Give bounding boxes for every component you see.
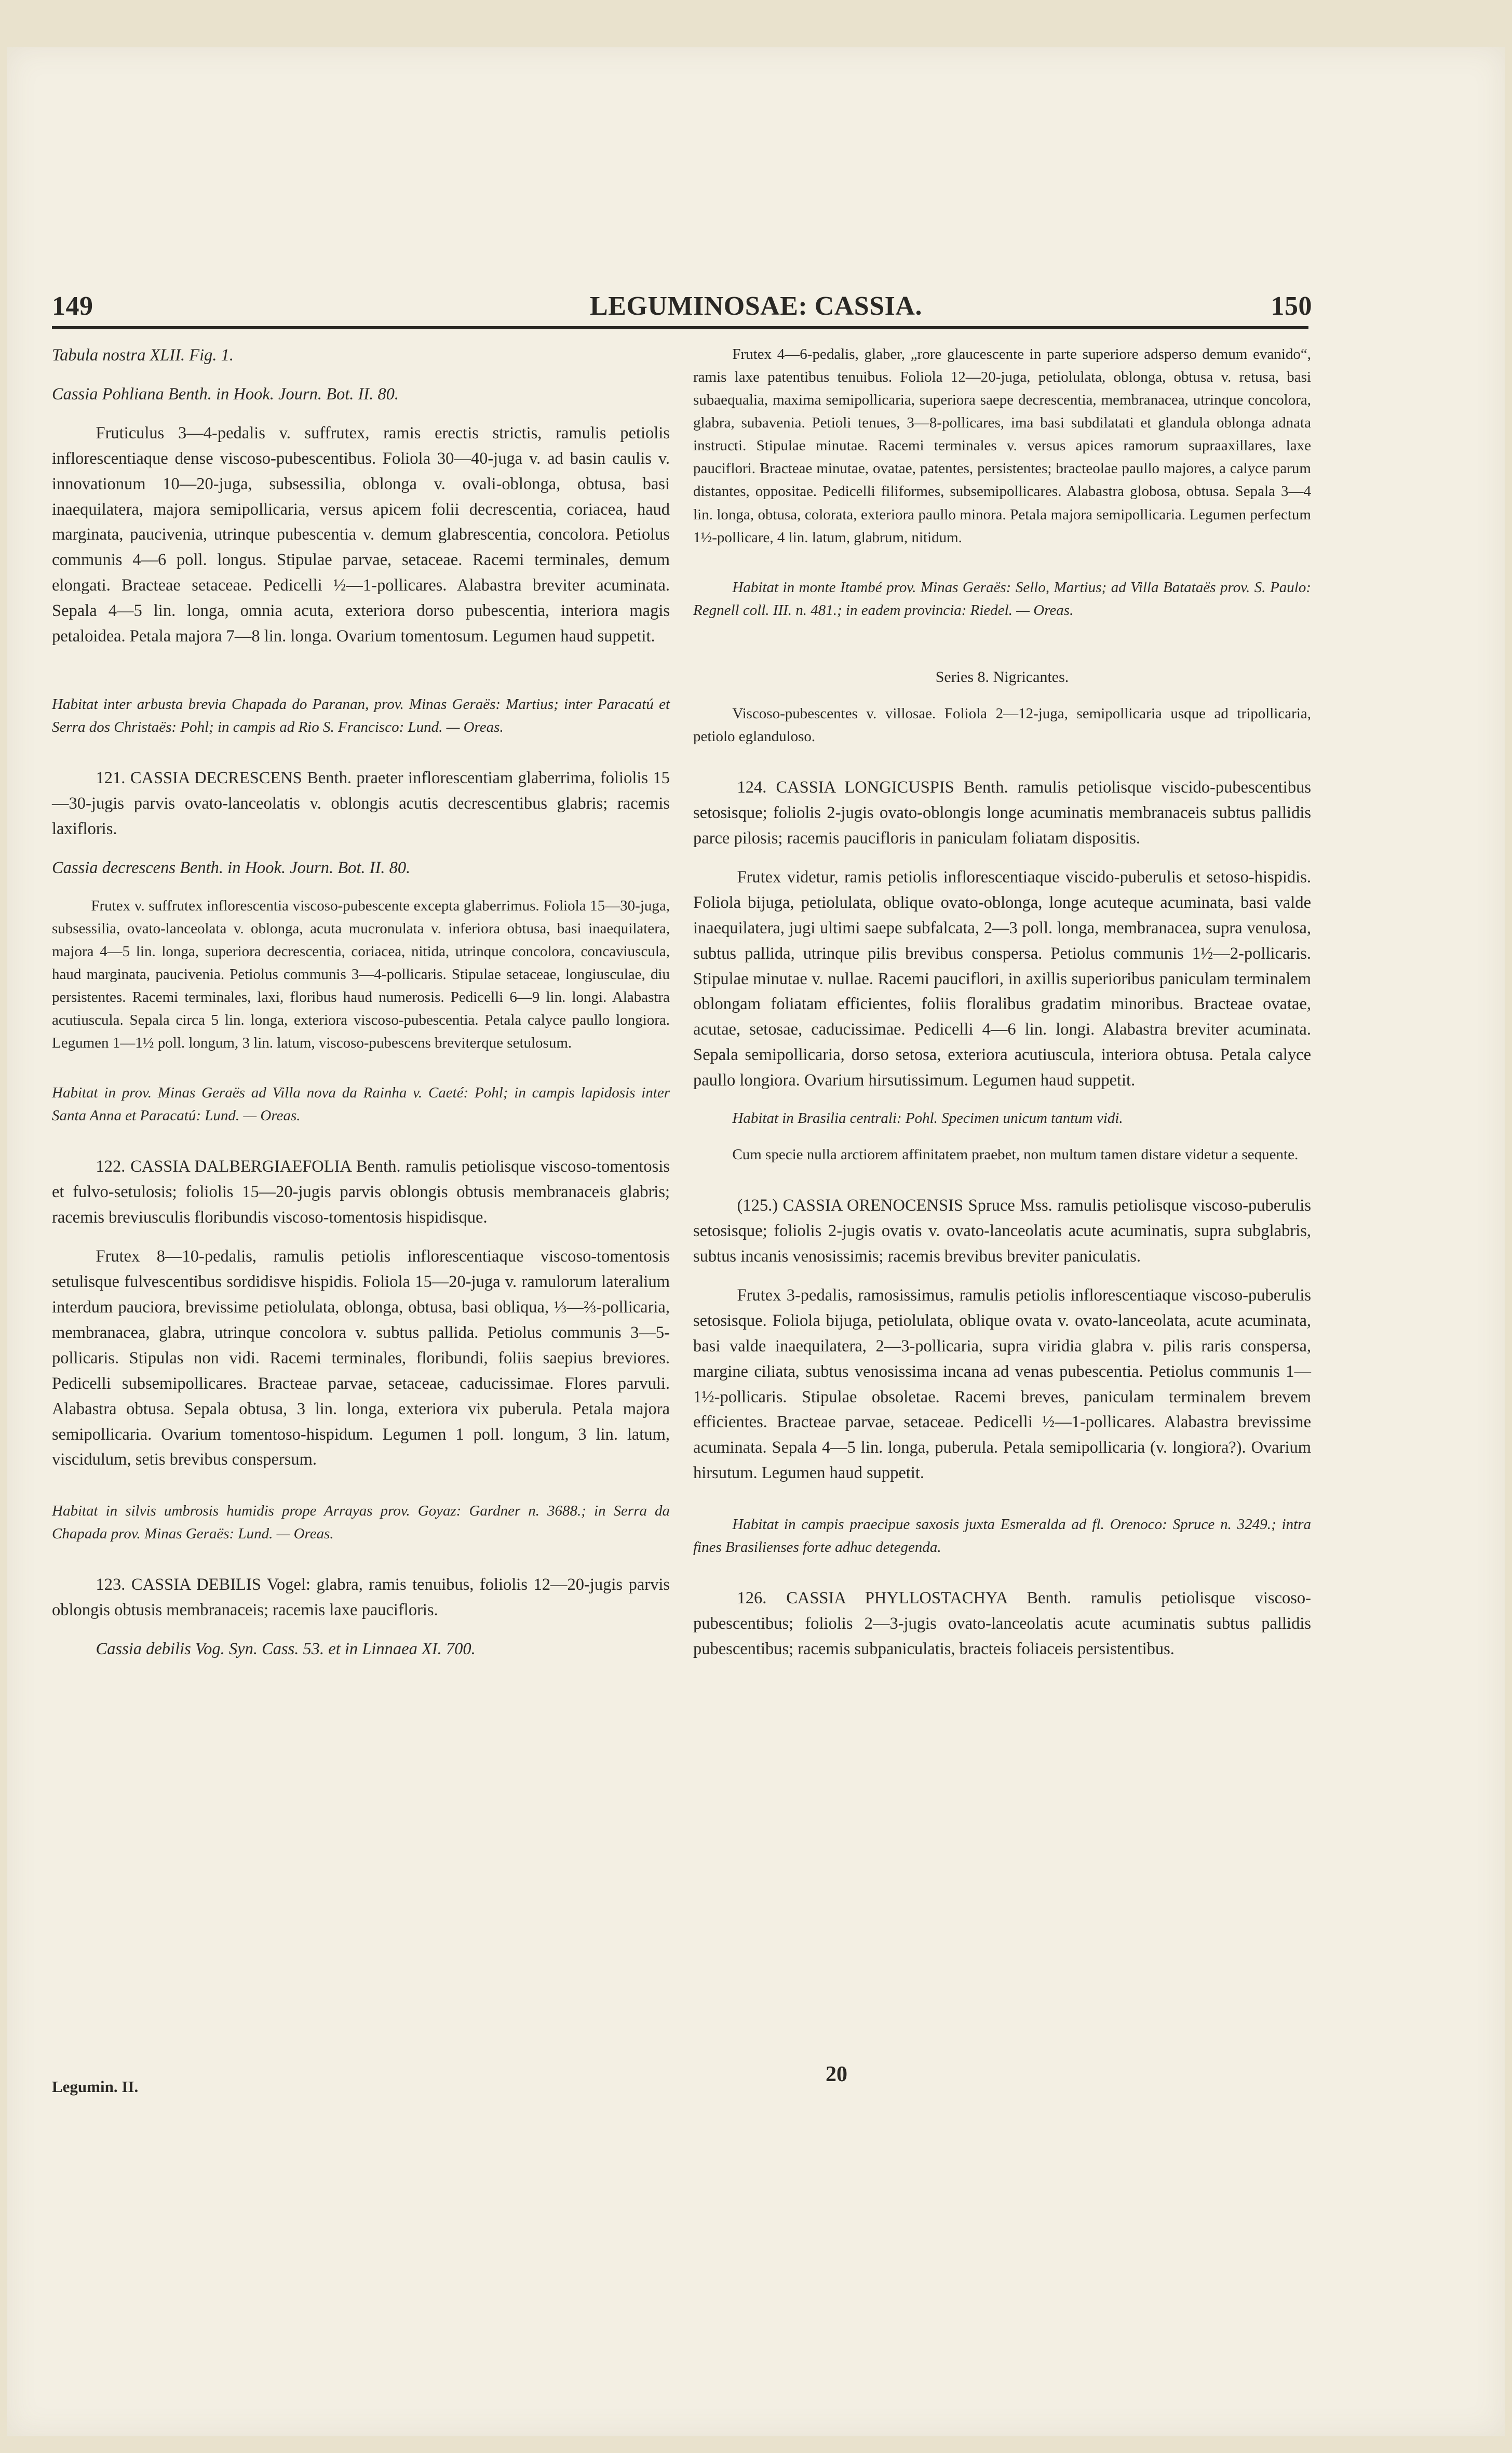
habitat-note: Habitat in silvis umbrosis humidis prope Arrayas prov. Goyaz: Gardner n. 3688.; in Serra da Chapada prov. Minas Geraës: Lund. — Oreas. [52,1503,670,1543]
species-description: Frutex 3-pedalis, ramosissimus, ramulis petiolis inflorescentiaque viscoso-puberulis setosisque. Foliola bijuga, petiolulata, oblique ovata v. ovato-lanceolata, acute acuminata, basi valde inaequilatera, 2—3-pollicaria, supra viridia glabra v. pilis raris conspersa, margine ciliata, subtus venosissima incana ad venas pubescentia. Petiolus communis 1—1½-pollicaris. Stipulae obsoletae. Racemi breves, paniculam terminalem brevem efficientes. Bracteae parvae, setaceae. Pedicelli ½—1-pollicares. Alabastra brevissime acuminata. Sepala 4—5 lin. longa, puberula. Petala semipollicaria (v. longiora?). Ovarium hirsutum. Legumen haud suppetit. [693,1285,1311,1483]
synonym-citation: Cassia Pohliana Benth. in Hook. Journ. Bot. II. 80. [52,384,399,404]
series-description: Viscoso-pubescentes v. villosae. Foliola 2—12-juga, semipollicaria usque ad tripollicaria, petiolo eglanduloso. [693,705,1311,745]
habitat-note: Habitat in Brasilia centrali: Pohl. Specimen unicum tantum vidi. [732,1110,1123,1127]
right-column [693,343,1311,1662]
species-diagnosis: 124. CASSIA LONGICUSPIS Benth. ramulis petiolisque viscido-pubescentibus setosisque; foliolis 2-jugis ovato-oblongis longe acuminatis membranaceis subtus pallidis parce pilosis; racemis paucifloris in paniculam foliatam dispositis. [693,778,1311,848]
species-description: Frutex 8—10-pedalis, ramulis petiolis inflorescentiaque viscoso-tomentosis setulisque fulvescentibus sordidisve hispidis. Foliola 15—20-juga v. ramulorum lateralium interdum pauciora, brevissime petiolulata, oblonga, obtusa, basi obliqua, ⅓—⅔-pollicaria, membranacea, glabra, utrinque concolora v. subtus pallida. Petiolus communis 3—5-pollicaris. Stipulas non vidi. Racemi terminales, floribundi, foliis saepius breviores. Pedicelli subsemipollicares. Bracteae parvae, setaceae, caducissimae. Flores parvuli. Alabastra obtusa. Sepala obtusa, 3 lin. longa, exteriora vix puberula. Petala majora semipollicaria. Ovarium tomentoso-hispidum. Legumen 1 poll. longum, 3 lin. latum, viscidulum, setis brevibus conspersum. [52,1247,670,1469]
left-column [52,343,670,1662]
species-diagnosis: 123. CASSIA DEBILIS Vogel: glabra, ramis tenuibus, foliolis 12—20-jugis parvis oblongis obtusis membranaceis; racemis laxe paucifloris. [52,1575,670,1620]
species-description: Frutex 4—6-pedalis, glaber, „rore glaucescente in parte superiore adsperso demum evanido“, ramis laxe patentibus tenuibus. Foliola 12—20-juga, petiolulata, oblonga, obtusa v. retusa, basi subaequalia, maxima semipollicaria, superiora saepe decrescentia, membranacea, utrinque concolora, glabra, subavenia. Petioli tenues, 3—8-pollicares, ima basi subdilatati et glandula oblonga adnata instructi. Stipulae minutae. Racemi terminales v. versus apices ramorum supraaxillares, laxe pauciflori. Bracteae minutae, ovatae, patentes, persistentes; bracteolae paullo majores, a calyce parum distantes, oppositae. Pedicelli filiformes, subsemipollicares. Alabastra globosa, obtusa. Sepala 3—4 lin. longa, obtusa, colorata, exteriora paullo minora. Petala majora semipollicaria. Legumen perfectum 1½-pollicare, 4 lin. latum, glabrum, nitidum. [693,346,1311,546]
page-number-right: 150 [1271,291,1312,321]
signature-mark: Legumin. II. [52,2077,139,2096]
header-rule [52,326,1308,329]
habitat-note: Habitat in campis praecipue saxosis juxta Esmeralda ad fl. Orenoco: Spruce n. 3249.; intra fines Brasilienses forte adhuc detegenda. [693,1516,1311,1556]
plate-reference: Tabula nostra XLII. Fig. 1. [52,346,234,365]
remark: Cum specie nulla arctiorem affinitatem praebet, non multum tamen distare videtur a sequente. [732,1146,1299,1163]
species-diagnosis: 126. CASSIA PHYLLOSTACHYA Benth. ramulis petiolisque viscoso-pubescentibus; foliolis 2—3-jugis ovato-lanceolatis acute acuminatis subtus pallidis pubescentibus; racemis subpaniculatis, bracteis foliaceis persistentibus. [693,1589,1311,1659]
habitat-note: Habitat in monte Itambé prov. Minas Geraës: Sello, Martius; ad Villa Batataës prov. S. Paulo: Regnell coll. III. n. 481.; in eadem provincia: Riedel. — Oreas. [693,579,1311,619]
running-title: LEGUMINOSAE: CASSIA. [590,291,922,321]
signature-number: 20 [826,2062,847,2086]
series-heading: Series 8. Nigricantes. [935,668,1069,686]
species-diagnosis: 121. CASSIA DECRESCENS Benth. praeter inflorescentiam glaberrima, foliolis 15—30-jugis parvis ovato-lanceolatis v. oblongis acutis decrescentibus glabris; racemis laxifloris. [52,769,670,838]
species-description: Frutex v. suffrutex inflorescentia viscoso-pubescente excepta glaberrimus. Foliola 15—30-juga, subsessilia, ovato-lanceolata v. oblonga, acuta mucronulata v. inferiora obtusa, basi inaequilatera, majora 4—5 lin. longa, superiora decrescentia, coriacea, nitida, utrinque concolora, concaviuscula, haud marginata, paucivenia. Petiolus communis 3—4-pollicaris. Stipulae setaceae, longiusculae, diu persistentes. Racemi terminales, laxi, floribus haud numerosis. Pedicelli 6—9 lin. longi. Alabastra acutiuscula. Sepala circa 5 lin. longa, exteriora viscoso-pubescentia. Petala calyce paullo longiora. Legumen 1—1½ poll. longum, 3 lin. latum, viscoso-pubescens breviterque setulosum. [52,897,670,1052]
species-diagnosis: 122. CASSIA DALBERGIAEFOLIA Benth. ramulis petiolisque viscoso-tomentosis et fulvo-setulosis; foliolis 15—20-jugis parvis oblongis obtusis membranaceis glabris; racemis breviusculis floribundis viscoso-tomentosis hispidisque. [52,1157,670,1227]
synonym-citation: Cassia debilis Vog. Syn. Cass. 53. et in Linnaea XI. 700. [96,1640,476,1659]
habitat-note: Habitat in prov. Minas Geraës ad Villa nova da Rainha v. Caeté: Pohl; in campis lapidosis inter Santa Anna et Paracatú: Lund. — Oreas. [52,1084,670,1124]
species-diagnosis: (125.) CASSIA ORENOCENSIS Spruce Mss. ramulis petiolisque viscoso-puberulis setosisque; foliolis 2-jugis ovatis v. ovato-lanceolatis acute acuminatis, supra subglabris, subtus incanis venosissimis; racemis brevibus breviter paniculatis. [693,1196,1311,1266]
species-description: Fruticulus 3—4-pedalis v. suffrutex, ramis erectis strictis, ramulis petiolis inflorescentiaque dense viscoso-pubescentibus. Foliola 30—40-juga v. ad basin caulis v. innovationum 10—20-juga, subsessilia, oblonga v. ovali-oblonga, obtusa, basi inaequilatera, majora semipollicaria, versus apicem folii decrescentia, coriacea, haud marginata, paucivenia, utrinque pubescentia v. demum glabrescentia, concolora. Petiolus communis 4—6 poll. longus. Stipulae parvae, setaceae. Racemi terminales, demum elongati. Bracteae setaceae. Pedicelli ½—1-pollicares. Alabastra breviter acuminata. Sepala 4—5 lin. longa, omnia acuta, exteriora dorso pubescentia, interiora magis petaloidea. Petala majora 7—8 lin. longa. Ovarium tomentosum. Legumen haud suppetit. [52,423,670,646]
habitat-note: Habitat inter arbusta brevia Chapada do Paranan, prov. Minas Geraës: Martius; inter Paracatú et Serra dos Christaës: Pohl; in campis ad Rio S. Francisco: Lund. — Oreas. [52,695,670,736]
synonym-citation: Cassia decrescens Benth. in Hook. Journ. Bot. II. 80. [52,858,411,877]
species-description: Frutex videtur, ramis petiolis inflorescentiaque viscido-puberulis et setoso-hispidis. Foliola bijuga, petiolulata, oblique ovato-oblonga, longe acuteque acuminata, basi valde inaequilatera, jugi ultimi saepe subfalcata, 2—3 poll. longa, membranacea, supra venulosa, subtus pallida, utrinque pilis brevibus conspersa. Petiolus communis 1½—2-pollicaris. Stipulae minutae v. nullae. Racemi pauciflori, in axillis superioribus paniculam terminalem oblongam foliatam efficientes, foliis floralibus gradatim minoribus. Bracteae ovatae, acutae, setosae, caducissimae. Pedicelli 4—6 lin. longi. Alabastra breviter acuminata. Sepala semipollicaria, dorso setosa, exteriora acutiuscula, interiora obtusa. Petala calyce paullo longiora. Ovarium hirsutissimum. Legumen haud suppetit. [693,867,1311,1090]
page-number-left: 149 [52,291,93,321]
